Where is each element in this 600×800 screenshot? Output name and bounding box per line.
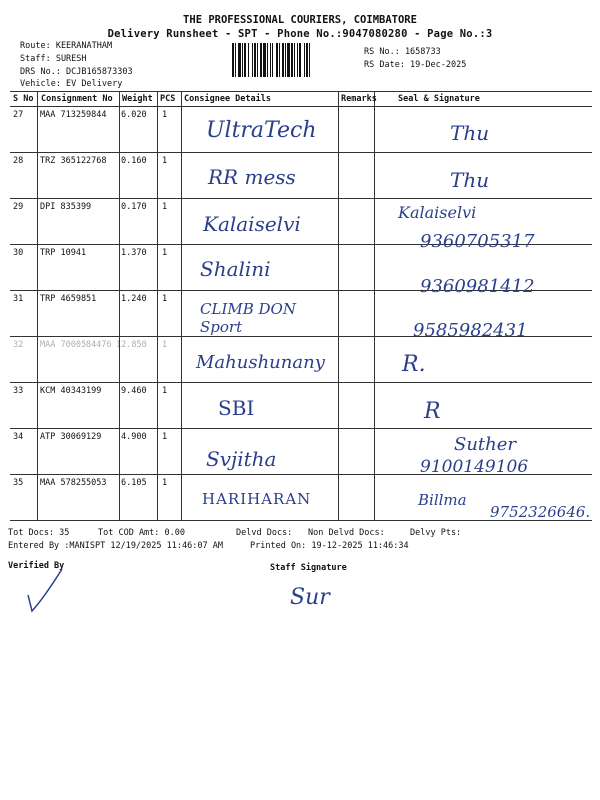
staff-signature-label: Staff Signature: [270, 563, 347, 573]
delivered-docs: Delvd Docs:: [236, 528, 293, 538]
non-delivered-docs: Non Delvd Docs:: [308, 528, 385, 538]
row-sno: 31: [13, 294, 24, 304]
row-weight: 4.900: [121, 432, 147, 442]
row-sno: 33: [13, 386, 24, 396]
row-signature: Thu: [450, 121, 490, 145]
col-header-consignment: Consignment No: [41, 94, 113, 104]
row-pcs: 1: [162, 294, 168, 304]
total-cod-amount: Tot COD Amt: 0.00: [98, 528, 185, 538]
entered-by: Entered By :MANISPT 12/19/2025 11:46:07 AM: [8, 541, 223, 551]
verified-signature-mark: [22, 565, 72, 615]
rs-date: RS Date: 19-Dec-2025: [364, 60, 467, 70]
col-header-seal-signature: Seal & Signature: [398, 94, 480, 104]
row-sno: 35: [13, 478, 24, 488]
row-phone: 9585982431: [413, 320, 528, 341]
route-field: Route: KEERANATHAM: [20, 41, 113, 51]
barcode-icon: [232, 43, 358, 77]
row-consignment: MAA 578255053: [40, 478, 107, 488]
row-signature: R: [424, 399, 441, 424]
drs-number: DRS No.: DCJB165873303: [20, 67, 133, 77]
row-pcs: 1: [162, 386, 168, 396]
row-consignment: TRP 10941: [40, 248, 87, 258]
company-title: THE PROFESSIONAL COURIERS, COIMBATORE: [183, 14, 417, 26]
row-consignee-handwritten: Svjitha: [206, 447, 277, 471]
row-consignee-handwritten: CLIMB DON Sport: [200, 300, 296, 336]
row-weight: 0.160: [121, 156, 147, 166]
row-pcs: 1: [162, 478, 168, 488]
rs-number: RS No.: 1658733: [364, 47, 441, 57]
row-pcs: 1: [162, 156, 168, 166]
row-phone: 9100149106: [420, 457, 529, 477]
row-pcs: 1: [162, 110, 168, 120]
col-header-consignee: Consignee Details: [184, 94, 271, 104]
row-signature: Suther: [454, 434, 517, 455]
row-consignee-handwritten: Kalaiselvi: [203, 212, 301, 236]
row-signature: R.: [402, 352, 426, 377]
row-consignee-handwritten: SBI: [218, 396, 255, 420]
row-phone: 9360981412: [420, 276, 535, 297]
row-weight: 6.020: [121, 110, 147, 120]
row-consignment: TRZ 365122768: [40, 156, 107, 166]
row-sno: 34: [13, 432, 24, 442]
row-weight: 1.240: [121, 294, 147, 304]
row-consignment: DPI 835399: [40, 202, 92, 212]
row-phone: 9752326646.: [490, 503, 591, 521]
row-weight: 6.105: [121, 478, 147, 488]
vehicle-field: Vehicle: EV Delivery: [20, 79, 123, 89]
row-consignee-handwritten: Shalini: [200, 257, 271, 281]
staff-signature-handwritten: Sur: [290, 585, 330, 610]
row-pcs: 1: [162, 432, 168, 442]
row-consignee-handwritten: RR mess: [208, 165, 296, 189]
row-signature: Thu: [450, 168, 490, 192]
col-header-sno: S No: [13, 94, 34, 104]
row-sno: 28: [13, 156, 24, 166]
row-signature: Kalaiselvi: [398, 203, 477, 222]
row-sno: 30: [13, 248, 24, 258]
row-weight: 1.370: [121, 248, 147, 258]
row-consignee-handwritten: Mahushunany: [196, 352, 325, 373]
printed-on: Printed On: 19-12-2025 11:46:34: [250, 541, 409, 551]
row-sno: 29: [13, 202, 24, 212]
row-pcs: 1: [162, 248, 168, 258]
staff-field: Staff: SURESH: [20, 54, 87, 64]
row-phone: 9360705317: [420, 231, 535, 252]
runsheet-subtitle: Delivery Runsheet - SPT - Phone No.:9047080280 - Page No.:3: [107, 28, 493, 40]
row-consignee-handwritten: UltraTech: [206, 118, 317, 143]
row-weight: 9.460: [121, 386, 147, 396]
row-weight: 12.850: [116, 340, 147, 350]
col-header-remarks: Remarks: [341, 94, 377, 104]
row-sno: 27: [13, 110, 24, 120]
row-pcs: 1: [162, 340, 168, 350]
row-consignee-handwritten: HARIHARAN: [202, 490, 312, 508]
row-weight: 0.170: [121, 202, 147, 212]
total-docs: Tot Docs: 35: [8, 528, 70, 538]
row-pcs: 1: [162, 202, 168, 212]
col-header-weight: Weight: [122, 94, 153, 104]
row-signature: Billma: [418, 491, 467, 509]
row-consignment: MAA 7000584476: [40, 340, 112, 350]
row-consignment: ATP 30069129: [40, 432, 102, 442]
row-consignment: MAA 713259844: [40, 110, 107, 120]
delivery-points: Delvy Pts:: [410, 528, 462, 538]
col-header-pcs: PCS: [160, 94, 176, 104]
row-sno: 32: [13, 340, 24, 350]
row-consignment: KCM 40343199: [40, 386, 102, 396]
verified-by-label: Verified By: [8, 561, 65, 571]
row-consignment: TRP 4659851: [40, 294, 97, 304]
